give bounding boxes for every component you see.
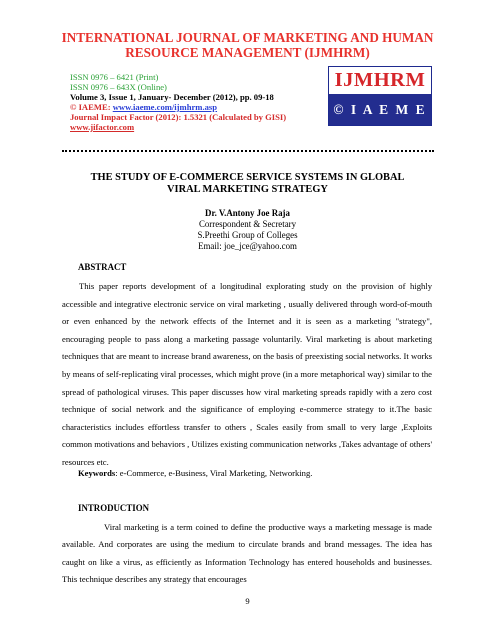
iaeme-link[interactable]: www.iaeme.com/ijmhrm.asp [112,102,218,112]
logo-iaeme: © I A E M E [329,94,431,125]
impact-factor: Journal Impact Factor (2012): 1.5321 (Calculated by GISI) [70,112,287,122]
paper-title-line1: THE STUDY OF E-COMMERCE SERVICE SYSTEMS IN GLOBAL [90,172,405,183]
paper-title-line2: VIRAL MARKETING STRATEGY [167,184,328,195]
issn-online: ISSN 0976 – 643X (Online) [70,82,167,92]
iaeme-line [70,102,286,112]
logo-acronym: IJMHRM [329,67,431,94]
jifactor-link[interactable]: www.jifactor.com [70,122,135,132]
journal-meta [70,72,286,132]
paper-title [70,172,425,196]
journal-logo [328,66,432,126]
journal-title [40,30,455,60]
header-divider [62,150,434,152]
author-org: S.Preethi Group of Colleges [197,230,298,240]
intro-heading: INTRODUCTION [78,503,150,513]
author-role: Correspondent & Secretary [198,219,297,229]
iaeme-prefix: © IAEME: [70,102,113,112]
intro-text: Viral marketing is a term coined to define the productive ways a marketing message is made available. And corporates are using the medium to circulate brands and brand messages. The idea has caught on like a virus, as efficiently as Information Technology has entered households and businesses. This technique describes any strategy that encourages [62,522,432,585]
keywords-text: : e-Commerce, e-Business, Viral Marketing, Networking. [115,468,313,478]
page-number: 9 [245,596,250,606]
keywords [78,468,312,478]
issn-print: ISSN 0976 – 6421 (Print) [70,72,159,82]
journal-title-line1: INTERNATIONAL JOURNAL OF MARKETING AND HUMAN [61,30,434,45]
journal-title-line2: RESOURCE MANAGEMENT (IJMHRM) [125,45,370,60]
author-block [70,208,425,252]
abstract-heading: ABSTRACT [78,262,127,272]
volume-info: Volume 3, Issue 1, January- December (2012), pp. 09-18 [70,92,274,102]
abstract-text: This paper reports development of a longitudinal explorating study on the provision of highly accessible and integrative electronic service on viral marketing , usually delivered through word-of-mouth or even enhanced by the network effects of the Internet and it is seen as a marketing "strategy", encouraging people to pass along a marketing passage voluntarily. Viral marketing is about marketing techniques that are meant to increase brand awareness, on the basis of preexisting social networks. It works by means of self-replicating viral processes, which might prove (in a more metaphorical way) similar to the spread of pathological viruses. This paper discusses how viral marketing spreads rapidly with a zero cost technique of social network and the significance of employing e-commerce strategy to it.The basic characteristics includes effortless transfer to others , Scales easily from small to very large ,Exploits common motivations and behaviors , Utilizes existing communication networks ,Takes advantage of others' resources etc. [62,281,432,467]
keywords-label: Keywords [78,468,116,478]
author-email: Email: joe_jce@yahoo.com [198,241,297,251]
author-name: Dr. V.Antony Joe Raja [205,208,290,218]
